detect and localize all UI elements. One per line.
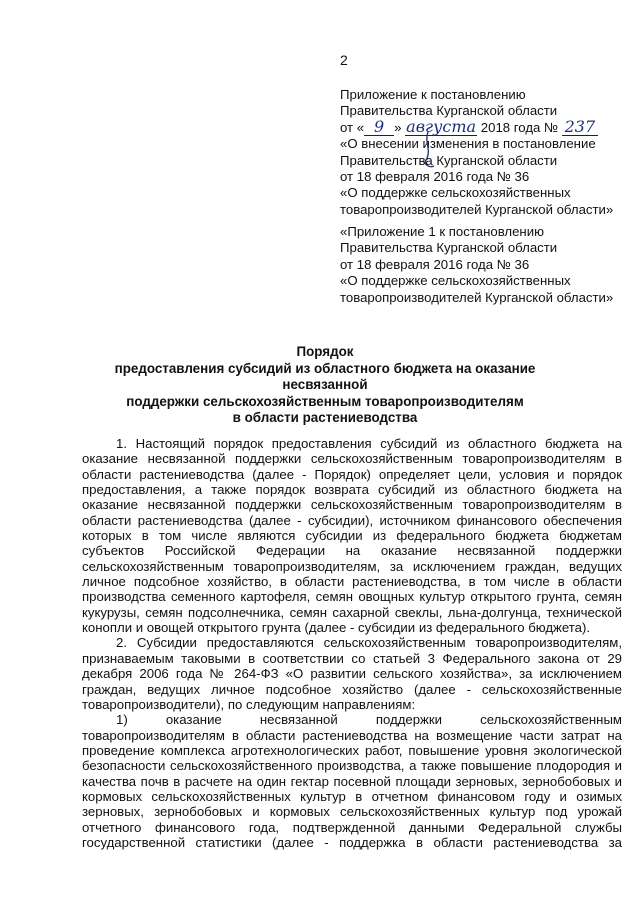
date-prefix: от «: [340, 119, 365, 135]
appendix-line: Правительства Курганской области: [340, 240, 558, 256]
appendix-line: от 18 февраля 2016 года № 36: [340, 256, 530, 272]
appendix-line: Правительства Курганской области: [340, 152, 558, 168]
appendix-line: «О внесении изменения в постановление: [340, 136, 596, 152]
appendix-line: «О поддержке сельскохозяйственных: [340, 273, 571, 289]
document-body: [82, 436, 622, 850]
appendix-line: от 18 февраля 2016 года № 36: [340, 169, 530, 185]
title-line: в области растениеводства: [232, 410, 418, 425]
paragraph-2: 2. Субсидии предоставляются сельскохозяйственным товаропроизводителям, признаваемым таковыми в соответствии со статьей 3 Федерального закона от 29 декабря 2006 года № 264-ФЗ «О развитии сельского хозяйства», за исключением граждан, ведущих личное подсобное хозяйство (далее - сельскохозяйственные товаропроизводители), по следующим направлениям:: [82, 635, 622, 712]
appendix-line: «О поддержке сельскохозяйственных: [340, 185, 571, 201]
title-line: предоставления субсидий из областного бюджета на оказание несвязанной: [114, 360, 536, 392]
title-line: поддержки сельскохозяйственным товаропроизводителям: [126, 393, 524, 409]
title-line: Порядок: [296, 344, 354, 359]
appendix-line: «Приложение 1 к постановлению: [340, 224, 544, 239]
appendix-line: товаропроизводителей Курганской области»: [340, 289, 614, 305]
handwritten-month: августа: [406, 116, 477, 136]
number-field: [562, 116, 598, 136]
appendix-header: [340, 87, 630, 218]
appendix-1-header: [340, 224, 630, 306]
signature-mark: [418, 130, 438, 170]
handwritten-day: 9: [374, 116, 385, 136]
page-number: 2: [340, 52, 348, 68]
appendix-line: Приложение к постановлению: [340, 87, 526, 102]
handwritten-number: 237: [564, 116, 596, 136]
document-title: [90, 344, 560, 427]
appendix-line: Правительства Курганской области: [340, 103, 558, 119]
month-field: [405, 116, 477, 136]
paragraph-1: 1. Настоящий порядок предоставления субсидий из областного бюджета на оказание несвязанной поддержки сельскохозяйственным товаропроизводителям в области растениеводства (далее - Порядок) определяет цели, условия и порядок предоставления, а также порядок возврата субсидий из областного бюджета на оказание несвязанной поддержки сельскохозяйственным товаропроизводителям в области растениеводства (далее - субсидии), источником финансового обеспечения которых в том числе являются субсидии из федерального бюджета бюджетам субъектов Российской Федерации на оказание несвязанной поддержки сельскохозяйственным товаропроизводителям, за исключением граждан, ведущих личное подсобное хозяйство, в области растениеводства, в том числе в области производства семенного картофеля, семян овощных культур открытого грунта, семян кукурузы, семян подсолнечника, семян сахарной свеклы, льна-долгунца, технической конопли и овощей открытого грунта (далее - субсидии из федерального бюджета).: [82, 436, 622, 636]
appendix-line: товаропроизводителей Курганской области»: [340, 201, 614, 217]
appendix-date-line: [340, 116, 630, 136]
date-mid: »: [394, 119, 402, 135]
day-field: [364, 116, 394, 136]
year-text: 2018 года №: [480, 119, 559, 135]
paragraph-2-1: 1) оказание несвязанной поддержки сельскохозяйственным товаропроизводителям в области растениеводства на возмещение части затрат на проведение комплекса агротехнологических работ, повышение уровня экологической безопасности сельскохозяйственного производства, а также повышение плодородия и качества почв в расчете на один гектар посевной площади зерновых, зернобобовых и кормовых сельскохозяйственных культур в отчетном финансовом году и озимых зерновых, зернобобовых и кормовых сельскохозяйственных культур под урожай отчетного финансового года, подтвержденной данными Федеральной службы государственной статистики (далее - поддержка в области растениеводства за: [82, 712, 622, 850]
